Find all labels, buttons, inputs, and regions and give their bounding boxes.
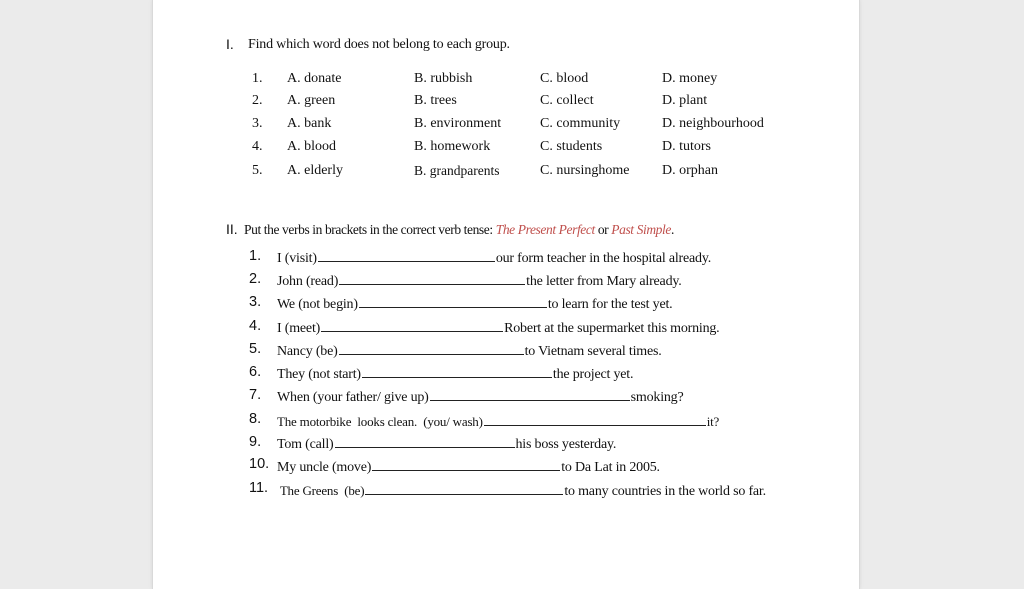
item-prompt: I (meet) bbox=[277, 321, 321, 336]
option-c: C. blood bbox=[540, 71, 589, 86]
option-a: A. bank bbox=[287, 116, 332, 131]
option-d: D. neighbourhood bbox=[662, 116, 764, 131]
item-prompt: I (visit) bbox=[277, 251, 317, 266]
answer-blank[interactable] bbox=[430, 388, 630, 401]
item-number: 9. bbox=[249, 434, 262, 450]
list-item bbox=[277, 249, 711, 267]
row-number: 4. bbox=[252, 139, 263, 154]
item-continuation: to Da Lat in 2005. bbox=[561, 460, 660, 475]
option-b: B. rubbish bbox=[414, 71, 473, 86]
tense-present-perfect: The Present Perfect bbox=[495, 222, 595, 237]
item-prompt: The motorbike looks clean. (you/ wash) bbox=[277, 414, 483, 429]
item-continuation: to Vietnam several times. bbox=[524, 344, 662, 359]
option-d: D. orphan bbox=[662, 163, 718, 178]
section-2-roman: II. bbox=[226, 221, 238, 237]
answer-blank[interactable] bbox=[318, 249, 495, 262]
item-prompt: The Greens (be) bbox=[277, 483, 365, 498]
item-continuation: smoking? bbox=[630, 390, 684, 405]
answer-blank[interactable] bbox=[372, 458, 560, 471]
item-number: 10. bbox=[249, 456, 270, 472]
row-number: 2. bbox=[252, 93, 263, 108]
item-continuation: to many countries in the world so far. bbox=[564, 484, 766, 499]
section-2-heading bbox=[244, 222, 674, 238]
item-continuation: our form teacher in the hospital already. bbox=[495, 251, 712, 266]
list-item bbox=[277, 458, 660, 476]
option-b: B. homework bbox=[414, 139, 491, 154]
option-a: A. elderly bbox=[287, 163, 343, 178]
list-item bbox=[277, 435, 616, 453]
item-prompt: Tom (call) bbox=[277, 437, 334, 452]
list-item bbox=[277, 388, 684, 406]
option-d: D. plant bbox=[662, 93, 708, 108]
tense-past-simple: Past Simple bbox=[611, 222, 671, 237]
item-prompt: Nancy (be) bbox=[277, 344, 338, 359]
option-c: C. community bbox=[540, 116, 621, 131]
answer-blank[interactable] bbox=[339, 342, 524, 355]
item-number: 4. bbox=[249, 318, 262, 334]
heading-text: Put the verbs in brackets in the correct verb tense: bbox=[244, 222, 496, 237]
option-a: A. donate bbox=[287, 71, 342, 86]
answer-blank[interactable] bbox=[335, 435, 515, 448]
answer-blank[interactable] bbox=[365, 482, 563, 495]
document-page bbox=[152, 0, 860, 589]
answer-blank[interactable] bbox=[362, 365, 552, 378]
option-c: C. collect bbox=[540, 93, 594, 108]
item-continuation: to learn for the test yet. bbox=[547, 297, 673, 312]
answer-blank[interactable] bbox=[321, 319, 503, 332]
row-number: 1. bbox=[252, 71, 263, 86]
item-prompt: My uncle (move) bbox=[277, 460, 372, 475]
item-prompt: They (not start) bbox=[277, 367, 361, 382]
option-d: D. money bbox=[662, 71, 718, 86]
list-item bbox=[277, 482, 766, 500]
item-number: 1. bbox=[249, 248, 262, 264]
heading-or: or bbox=[594, 222, 612, 237]
item-continuation: Robert at the supermarket this morning. bbox=[504, 321, 720, 336]
item-number: 2. bbox=[249, 271, 262, 287]
item-number: 11. bbox=[249, 480, 269, 496]
item-number: 8. bbox=[249, 411, 262, 427]
section-1-heading: Find which word does not belong to each group. bbox=[248, 37, 510, 52]
option-a: A. green bbox=[287, 93, 336, 108]
option-d: D. tutors bbox=[662, 139, 711, 154]
item-number: 7. bbox=[249, 387, 262, 403]
item-prompt: We (not begin) bbox=[277, 297, 358, 312]
item-continuation: the letter from Mary already. bbox=[526, 274, 682, 289]
option-a: A. blood bbox=[287, 139, 336, 154]
list-item bbox=[277, 295, 672, 313]
item-number: 3. bbox=[249, 294, 262, 310]
option-b: B. trees bbox=[414, 93, 457, 108]
item-continuation: it? bbox=[706, 414, 720, 429]
heading-end: . bbox=[670, 222, 674, 237]
row-number: 3. bbox=[252, 116, 263, 131]
list-item bbox=[277, 365, 633, 383]
list-item bbox=[277, 319, 719, 337]
row-number: 5. bbox=[252, 163, 263, 178]
item-number: 5. bbox=[249, 341, 262, 357]
section-1-roman: I. bbox=[226, 36, 234, 52]
option-c: C. students bbox=[540, 139, 603, 154]
option-b: B. environment bbox=[414, 116, 502, 131]
item-continuation: the project yet. bbox=[552, 367, 634, 382]
list-item bbox=[277, 342, 662, 360]
option-b: B. grandparents bbox=[414, 163, 500, 178]
item-number: 6. bbox=[249, 364, 262, 380]
item-prompt: When (your father/ give up) bbox=[277, 390, 429, 405]
list-item bbox=[277, 413, 719, 430]
option-c: C. nursinghome bbox=[540, 163, 630, 178]
answer-blank[interactable] bbox=[359, 295, 547, 308]
answer-blank[interactable] bbox=[339, 272, 525, 285]
list-item bbox=[277, 272, 682, 290]
answer-blank[interactable] bbox=[484, 413, 706, 426]
item-prompt: John (read) bbox=[277, 274, 339, 289]
item-continuation: his boss yesterday. bbox=[515, 437, 617, 452]
